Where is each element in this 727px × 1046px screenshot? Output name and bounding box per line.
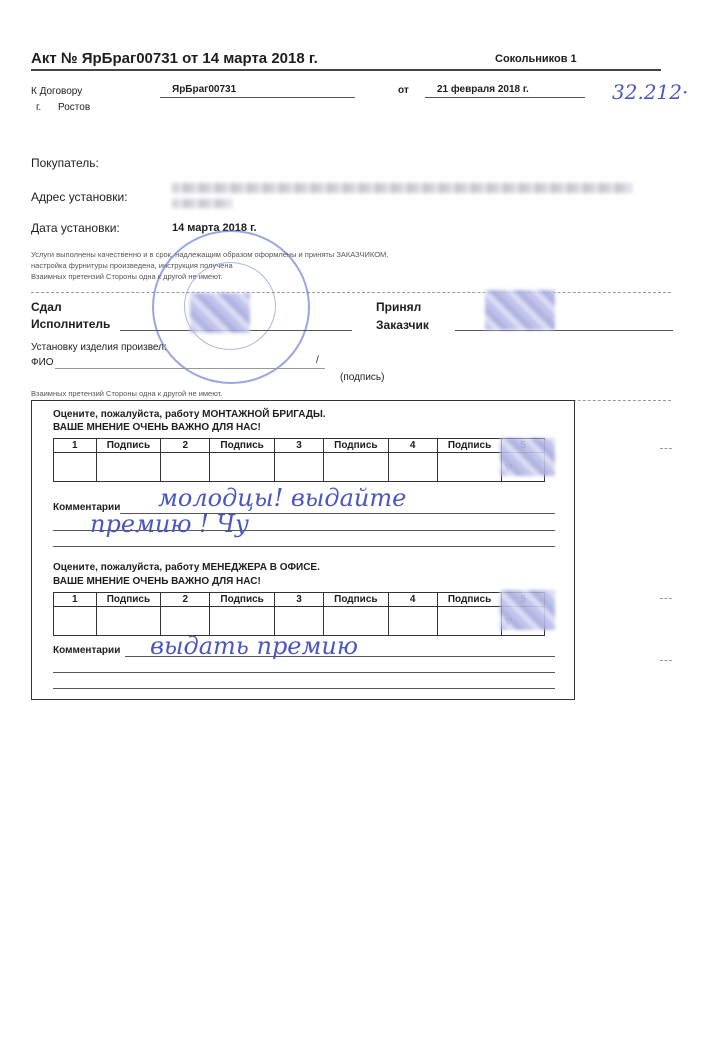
right-margin-dash-1 bbox=[660, 448, 672, 449]
manager-col-4: 4 bbox=[388, 593, 437, 607]
fine-print-2: настройка фурнитуры произведена, инструкция получена bbox=[31, 261, 233, 270]
crew-cell-2[interactable] bbox=[161, 453, 210, 482]
received-label: Принял bbox=[376, 300, 422, 314]
manager-col-2: 2 bbox=[161, 593, 210, 607]
act-title: Акт № ЯрБраг00731 от 14 марта 2018 г. bbox=[31, 50, 318, 67]
manager-comment-1: выдать премию bbox=[150, 632, 358, 660]
manager-title: Оцените, пожалуйста, работу МЕНЕДЖЕРА В ОФИСЕ. bbox=[53, 562, 320, 573]
manager-comment-line-2 bbox=[53, 672, 555, 673]
address-redacted-2 bbox=[172, 199, 232, 208]
manager-cell-4[interactable] bbox=[388, 607, 437, 636]
manager-cell-1[interactable] bbox=[54, 607, 97, 636]
buyer-label: Покупатель: bbox=[31, 156, 99, 170]
manager-col-3: 3 bbox=[274, 593, 323, 607]
crew-cell-4[interactable] bbox=[388, 453, 437, 482]
city-label: г. bbox=[36, 102, 42, 113]
signature-caption: (подпись) bbox=[340, 372, 385, 383]
address-label: Адрес установки: bbox=[31, 190, 128, 204]
manager-comments-label: Комментарии bbox=[53, 645, 121, 656]
crew-cell-1[interactable] bbox=[54, 453, 97, 482]
crew-signature-redacted bbox=[500, 438, 555, 476]
contract-date-line bbox=[425, 97, 585, 98]
contract-number: ЯрБраг00731 bbox=[172, 84, 237, 95]
title-underline bbox=[31, 69, 661, 71]
right-margin-dash-3 bbox=[660, 660, 672, 661]
crew-col-4: 4 bbox=[388, 439, 437, 453]
crew-col-sign-1: Подпись bbox=[96, 439, 161, 453]
customer-signature-redacted bbox=[485, 290, 555, 330]
fio-line bbox=[55, 368, 325, 369]
manager-col-sign-4: Подпись bbox=[437, 593, 502, 607]
crew-title: Оцените, пожалуйста, работу МОНТАЖНОЙ БРИГАДЫ. bbox=[53, 409, 326, 420]
installed-by-label: Установку изделия произвел: bbox=[31, 342, 167, 353]
executor-label: Исполнитель bbox=[31, 317, 111, 331]
gave-label: Сдал bbox=[31, 300, 62, 314]
city: Ростов bbox=[58, 102, 91, 113]
contract-label: К Договору bbox=[31, 86, 83, 97]
address-redacted bbox=[172, 183, 632, 193]
manager-col-1: 1 bbox=[54, 593, 97, 607]
crew-col-sign-4: Подпись bbox=[437, 439, 502, 453]
crew-comment-1: молодцы! выдайте bbox=[158, 484, 407, 512]
crew-subtitle: ВАШЕ МНЕНИЕ ОЧЕНЬ ВАЖНО ДЛЯ НАС! bbox=[53, 422, 261, 433]
crew-cell-sign-2[interactable] bbox=[210, 453, 275, 482]
crew-col-sign-3: Подпись bbox=[324, 439, 389, 453]
crew-comment-2: премию ! Чу bbox=[90, 510, 249, 538]
crew-cell-sign-1[interactable] bbox=[96, 453, 161, 482]
manager-comment-line-3 bbox=[53, 688, 555, 689]
fine-print-3: Взаимных претензий Стороны одна к другой не имеют. bbox=[31, 272, 223, 281]
manager-signature-redacted bbox=[500, 590, 555, 630]
divider-top bbox=[31, 292, 671, 293]
slash-mark: / bbox=[316, 355, 319, 366]
crew-rating-table bbox=[53, 438, 545, 482]
customer-label: Заказчик bbox=[376, 318, 429, 332]
fine-print-1: Услуги выполнены качественно и в срок, надлежащим образом оформлены и приняты ЗАКАЗЧИКОМ, bbox=[31, 250, 389, 259]
manager-cell-sign-4[interactable] bbox=[437, 607, 502, 636]
manager-rating-table bbox=[53, 592, 545, 636]
crew-cell-sign-4[interactable] bbox=[437, 453, 502, 482]
crew-comments-label: Комментарии bbox=[53, 502, 121, 513]
fio-label: ФИО bbox=[31, 357, 54, 368]
fine-print-4: Взаимных претензий Стороны одна к другой не имеют. bbox=[31, 389, 223, 398]
customer-sign-line bbox=[455, 330, 673, 331]
manager-subtitle: ВАШЕ МНЕНИЕ ОЧЕНЬ ВАЖНО ДЛЯ НАС! bbox=[53, 576, 261, 587]
from-label: от bbox=[398, 85, 409, 96]
contract-number-line bbox=[160, 97, 355, 98]
install-date: 14 марта 2018 г. bbox=[172, 222, 257, 234]
manager-col-sign-2: Подпись bbox=[210, 593, 275, 607]
crew-col-3: 3 bbox=[274, 439, 323, 453]
executor-signature-redacted bbox=[190, 293, 250, 333]
manager-col-sign-3: Подпись bbox=[324, 593, 389, 607]
crew-col-1: 1 bbox=[54, 439, 97, 453]
contract-date: 21 февраля 2018 г. bbox=[437, 84, 529, 95]
crew-cell-sign-3[interactable] bbox=[324, 453, 389, 482]
install-date-label: Дата установки: bbox=[31, 221, 120, 235]
crew-col-2: 2 bbox=[161, 439, 210, 453]
right-margin-dash-2 bbox=[660, 598, 672, 599]
crew-cell-3[interactable] bbox=[274, 453, 323, 482]
handwritten-number: 32.212· bbox=[612, 80, 689, 104]
location-tag: Сокольников 1 bbox=[495, 53, 577, 65]
crew-col-sign-2: Подпись bbox=[210, 439, 275, 453]
crew-comment-line-3 bbox=[53, 546, 555, 547]
manager-col-sign-1: Подпись bbox=[96, 593, 161, 607]
